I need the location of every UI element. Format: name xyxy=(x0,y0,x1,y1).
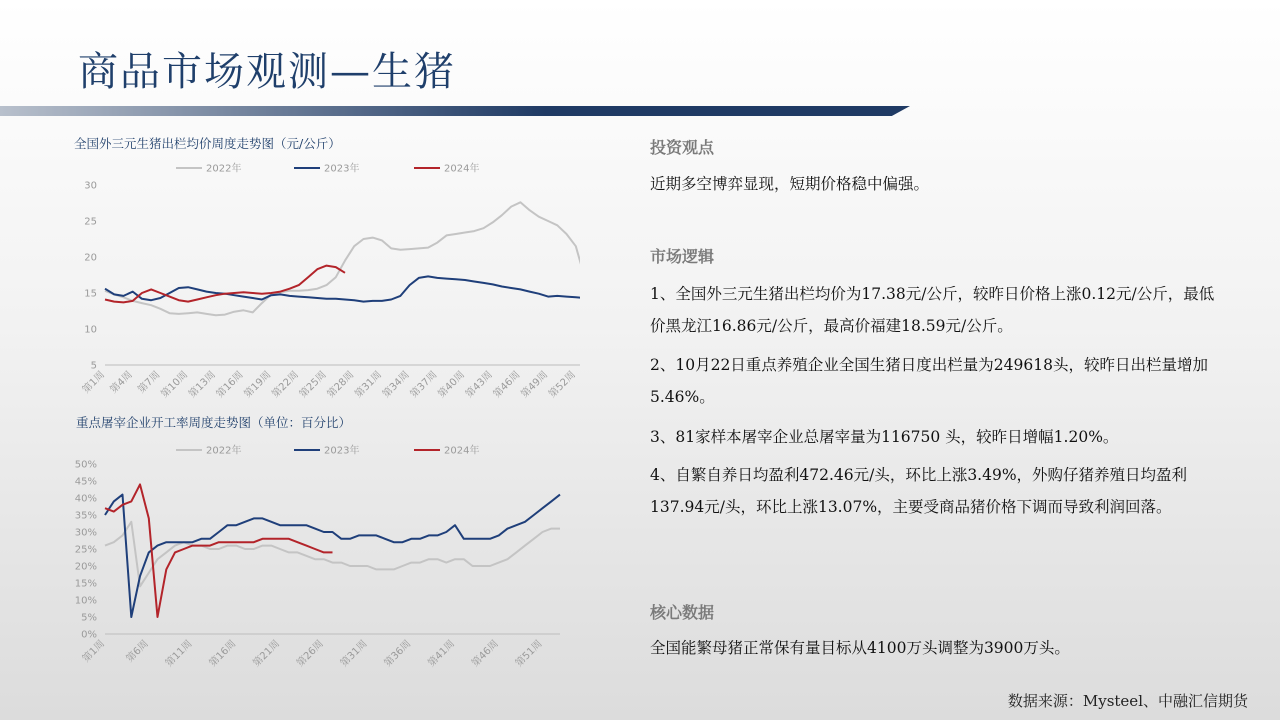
title-bar xyxy=(0,106,910,116)
logic-point-2: 2、10月22日重点养殖企业全国生猪日度出栏量为249618头，较昨日出栏量增加5.46%。 xyxy=(650,356,1208,406)
y-tick-label: 10% xyxy=(74,595,97,607)
legend-label: 2022年 xyxy=(206,163,242,175)
x-tick-label: 第10周 xyxy=(159,369,191,401)
y-tick-label: 35% xyxy=(74,510,97,522)
x-tick-label: 第36周 xyxy=(382,638,414,670)
x-tick-label: 第31周 xyxy=(338,638,370,670)
x-tick-label: 第52周 xyxy=(546,369,578,401)
y-tick-label: 0% xyxy=(81,629,97,641)
x-tick-label: 第13周 xyxy=(186,369,218,401)
y-tick-label: 5 xyxy=(90,360,97,372)
y-tick-label: 30% xyxy=(74,527,97,539)
x-tick-label: 第26周 xyxy=(294,638,326,670)
series-line xyxy=(105,276,580,301)
series-line xyxy=(105,484,333,617)
y-tick-label: 45% xyxy=(74,476,97,488)
y-tick-label: 20% xyxy=(74,561,97,573)
x-tick-label: 第21周 xyxy=(251,638,283,670)
logic-point-3: 3、81家样本屠宰企业总屠宰量为116750 头，较昨日增幅1.20%。 xyxy=(650,428,1119,446)
x-tick-label: 第46周 xyxy=(469,638,501,670)
legend-label: 2022年 xyxy=(206,445,242,457)
x-tick-label: 第19周 xyxy=(242,369,274,401)
y-tick-label: 25 xyxy=(84,216,97,228)
chart2-title: 重点屠宰企业开工率周度走势图（单位：百分比） xyxy=(76,415,352,430)
y-tick-label: 15% xyxy=(74,578,97,590)
x-tick-label: 第6周 xyxy=(124,638,151,665)
x-tick-label: 第7周 xyxy=(136,369,163,396)
core-heading: 核心数据 xyxy=(650,603,715,622)
data-source: 数据来源：Mysteel、中融汇信期货 xyxy=(1007,692,1248,710)
x-tick-label: 第34周 xyxy=(380,369,412,401)
legend-label: 2024年 xyxy=(444,163,480,175)
legend-label: 2024年 xyxy=(444,445,480,457)
logic-point-4: 4、自繁自养日均盈利472.46元/头，环比上涨3.49%，外购仔猪养殖日均盈利137.94元/头，环比上涨13.07%，主要受商品猪价格下调而导致利润回落。 xyxy=(650,466,1188,516)
y-tick-label: 30 xyxy=(84,180,97,192)
x-tick-label: 第40周 xyxy=(436,369,468,401)
x-tick-label: 第46周 xyxy=(491,369,523,401)
x-tick-label: 第22周 xyxy=(270,369,301,401)
x-tick-label: 第41周 xyxy=(426,638,458,670)
y-tick-label: 40% xyxy=(74,493,97,505)
y-tick-label: 5% xyxy=(81,612,97,624)
x-tick-label: 第49周 xyxy=(519,369,551,401)
x-tick-label: 第1周 xyxy=(80,638,108,665)
x-tick-label: 第11周 xyxy=(163,638,195,670)
x-tick-label: 第4周 xyxy=(108,369,135,396)
x-tick-label: 第1周 xyxy=(80,369,108,396)
y-tick-label: 25% xyxy=(74,544,97,556)
x-tick-label: 第28周 xyxy=(325,369,357,401)
legend-label: 2023年 xyxy=(324,445,360,457)
y-tick-label: 10 xyxy=(84,324,97,336)
chart1-title: 全国外三元生猪出栏均价周度走势图（元/公斤） xyxy=(74,136,341,151)
logic-heading: 市场逻辑 xyxy=(650,247,715,266)
x-tick-label: 第25周 xyxy=(297,369,329,401)
x-tick-label: 第37周 xyxy=(408,369,440,401)
y-tick-label: 15 xyxy=(84,288,97,300)
investment-heading: 投资观点 xyxy=(650,138,715,157)
x-tick-label: 第16周 xyxy=(214,369,246,401)
x-tick-label: 第51周 xyxy=(513,638,545,670)
logic-point-1: 1、全国外三元生猪出栏均价为17.38元/公斤，较昨日价格上涨0.12元/公斤，最低价黑龙江16.86元/公斤，最高价福建18.59元/公斤。 xyxy=(650,285,1215,335)
investment-text: 近期多空博弈显现，短期价格稳中偏强。 xyxy=(650,175,930,193)
x-tick-label: 第31周 xyxy=(353,369,385,401)
x-tick-label: 第43周 xyxy=(463,369,495,401)
slaughter-rate-chart xyxy=(60,430,580,670)
pig-price-chart xyxy=(60,150,580,418)
y-tick-label: 20 xyxy=(84,252,97,264)
x-tick-label: 第16周 xyxy=(207,638,239,670)
core-text: 全国能繁母猪正常保有量目标从4100万头调整为3900万头。 xyxy=(650,639,1070,657)
page-title: 商品市场观测—生猪 xyxy=(78,49,456,95)
legend-label: 2023年 xyxy=(324,163,360,175)
y-tick-label: 50% xyxy=(74,459,97,471)
